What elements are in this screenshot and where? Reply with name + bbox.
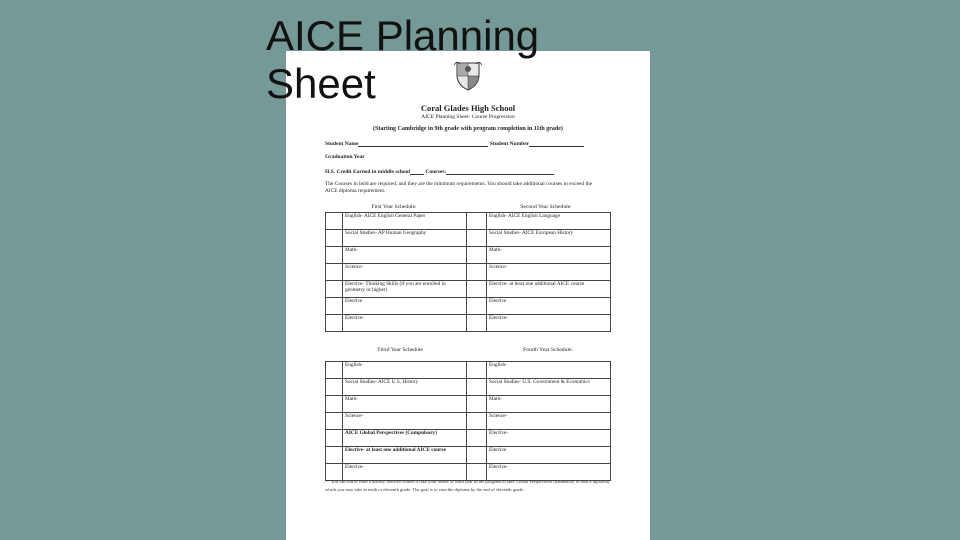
table-row bbox=[326, 430, 611, 447]
student-name-label: Student Name bbox=[325, 141, 359, 147]
y3-course-2: Social Studies- AICE U.S. History bbox=[343, 379, 467, 396]
years-1-2-table bbox=[325, 212, 611, 332]
table-row bbox=[326, 447, 611, 464]
student-info-line bbox=[325, 140, 584, 147]
y4-course-1: English- bbox=[487, 362, 611, 379]
y4-course-3: Math- bbox=[487, 396, 611, 413]
fourth-year-header: Fourth Year Schedule: bbox=[523, 347, 573, 353]
years-3-4-table bbox=[325, 361, 611, 481]
sheet-subtitle: AICE Planning Sheet- Course Progression bbox=[421, 114, 515, 120]
y4-course-4: Science- bbox=[487, 413, 611, 430]
graduation-year-line bbox=[325, 154, 365, 160]
y1-course-3: Math- bbox=[343, 247, 467, 264]
y4-course-2: Social Studies- U.S. Government & Economics bbox=[487, 379, 611, 396]
table-row bbox=[326, 413, 611, 430]
graduation-year-label: Graduation Year bbox=[325, 154, 365, 160]
y4-course-6: Elective bbox=[487, 447, 611, 464]
table-row bbox=[326, 298, 611, 315]
y3-course-1: English- bbox=[343, 362, 467, 379]
table-row bbox=[326, 230, 611, 247]
y3-course-4: Science- bbox=[343, 413, 467, 430]
first-year-header: First Year Schedule: bbox=[371, 204, 417, 210]
slide-title-line-1: AICE Planning bbox=[266, 12, 540, 59]
y1-course-6: Elective bbox=[343, 298, 467, 315]
y4-course-5: Elective- bbox=[487, 430, 611, 447]
y1-course-5: Elective- Thinking Skills (if you are enrolled in geometry or higher) bbox=[343, 281, 467, 298]
hs-credit-blank bbox=[410, 168, 424, 175]
y2-course-4: Science- bbox=[487, 264, 611, 281]
table-row bbox=[326, 247, 611, 264]
table-row bbox=[326, 213, 611, 230]
y3-course-6: Elective- at least one additional AICE course bbox=[343, 447, 467, 464]
slide-title-line-2: Sheet bbox=[266, 60, 376, 107]
y4-course-7: Elective- bbox=[487, 464, 611, 481]
table-row bbox=[326, 396, 611, 413]
y1-course-2: Social Studies- AP Human Geography bbox=[343, 230, 467, 247]
table-row bbox=[326, 264, 611, 281]
y2-course-2: Social Studies- AICE European History bbox=[487, 230, 611, 247]
y3-course-7: Elective- bbox=[343, 464, 467, 481]
third-year-header: Third Year Schedule bbox=[377, 347, 423, 353]
y2-course-1: English- AICE English Language bbox=[487, 213, 611, 230]
hs-credit-line bbox=[325, 168, 554, 175]
y3-course-5: AICE Global Perspectives (Compulsory) bbox=[343, 430, 467, 447]
courses-label: Courses: bbox=[425, 169, 447, 175]
requirements-note: The Courses in bold are required, and they are the minimum requirements. You should take additional courses to exceed the AICE diploma requirement. bbox=[325, 181, 593, 194]
starting-note: (Starting Cambridge in 9th grade with program completion in 11th grade) bbox=[373, 126, 563, 132]
courses-blank bbox=[446, 168, 554, 175]
table-row bbox=[326, 315, 611, 332]
school-name: Coral Glades High School bbox=[420, 103, 516, 113]
footnote: ** You can waive from a history, elective course if take your senior or third year in the program to take Global Perspectives (mandatory to earn a diploma) which you may take in tenth or eleventh grade. The goal is to earn the diploma by the end of eleventh grade. bbox=[325, 479, 610, 492]
y1-course-4: Science- bbox=[343, 264, 467, 281]
second-year-header: Second Year Schedule: bbox=[520, 204, 572, 210]
y1-course-1: English- AICE English General Paper bbox=[343, 213, 467, 230]
y2-course-3: Math- bbox=[487, 247, 611, 264]
table-row bbox=[326, 379, 611, 396]
table-row bbox=[326, 281, 611, 298]
y2-course-7: Elective- bbox=[487, 315, 611, 332]
y1-course-7: Elective- bbox=[343, 315, 467, 332]
student-number-blank bbox=[529, 140, 584, 147]
y3-course-3: Math- bbox=[343, 396, 467, 413]
student-number-label: Student Number bbox=[489, 141, 530, 147]
hs-credit-label: H.S. Credit Earned in middle school bbox=[325, 169, 411, 175]
student-name-blank bbox=[358, 140, 488, 147]
y2-course-6: Elective bbox=[487, 298, 611, 315]
planning-sheet-document bbox=[286, 51, 650, 540]
slide-title bbox=[266, 12, 566, 108]
y2-course-5: Elective- at least one additional AICE course bbox=[487, 281, 611, 298]
table-row bbox=[326, 362, 611, 379]
